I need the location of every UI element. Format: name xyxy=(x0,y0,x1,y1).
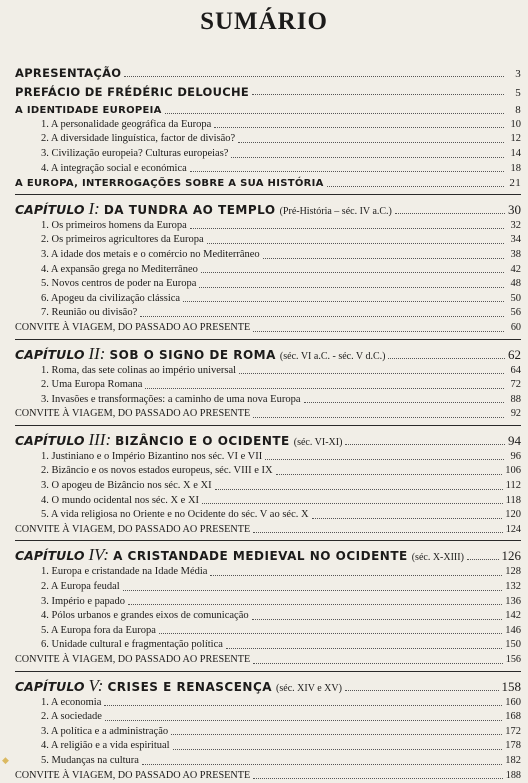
entry-page: 5 xyxy=(515,86,521,99)
leader-dots xyxy=(123,589,503,591)
entry-label: 7. Reunião ou divisão? xyxy=(41,307,138,319)
table-of-contents xyxy=(15,66,521,783)
entry-label: 2. Uma Europa Romana xyxy=(41,379,143,391)
toc-subentry[interactable] xyxy=(15,292,521,307)
entry-label: 1. Roma, das sete colinas ao império universal xyxy=(41,364,237,376)
page-title: SUMÁRIO xyxy=(200,8,328,35)
entry-label: 3. Império e papado xyxy=(41,595,125,607)
chapter-word: CAPÍTULO xyxy=(15,346,85,362)
leader-dots xyxy=(124,75,504,77)
entry-label: 3. Invasões e transformações: a caminho de uma nova Europa xyxy=(41,393,301,405)
entry-page: 42 xyxy=(510,263,521,275)
entry-page: 128 xyxy=(505,566,521,578)
leader-dots xyxy=(253,531,503,533)
toc-subentry[interactable] xyxy=(15,638,521,653)
chapter-word: CAPÍTULO xyxy=(15,201,85,217)
leader-dots xyxy=(173,748,503,750)
entry-page: 142 xyxy=(505,610,521,622)
leader-dots xyxy=(199,286,504,288)
entry-page: 64 xyxy=(510,364,521,376)
leader-dots xyxy=(231,156,504,158)
entry-page: 120 xyxy=(505,509,521,521)
chapter-page: 62 xyxy=(508,346,521,362)
leader-dots xyxy=(201,271,504,273)
leader-dots xyxy=(253,662,503,664)
entry-label: 2. A sociedade xyxy=(41,711,102,723)
toc-subentry[interactable] xyxy=(15,739,521,754)
entry-label: 1. Os primeiros homens da Europa xyxy=(41,219,187,231)
entry-label: 3. Civilização europeia? Culturas europeias? xyxy=(41,147,229,159)
toc-subentry[interactable] xyxy=(15,725,521,740)
toc-entry-identidade[interactable] xyxy=(15,103,521,118)
chapter-page: 30 xyxy=(508,201,521,217)
entry-label: 3. O apogeu de Bizâncio nos séc. X e XI xyxy=(41,480,212,492)
toc-entry-apresentacao[interactable] xyxy=(15,66,521,81)
entry-label: 3. A idade dos metais e o comércio no Mediterrâneo xyxy=(41,248,260,260)
chapter-word: CAPÍTULO xyxy=(15,548,85,564)
leader-dots xyxy=(207,242,504,244)
entry-label: APRESENTAÇÃO xyxy=(15,66,122,80)
entry-label: CONVITE À VIAGEM, DO PASSADO AO PRESENTE xyxy=(15,654,251,665)
entry-label: 2. Bizâncio e os novos estados europeus, séc. VIII e IX xyxy=(41,465,273,477)
toc-subentry[interactable] xyxy=(15,710,521,725)
entry-page: 156 xyxy=(505,654,521,665)
entry-page: 8 xyxy=(515,104,521,117)
entry-page: 14 xyxy=(510,147,521,159)
entry-page: 168 xyxy=(505,711,521,723)
leader-dots xyxy=(467,558,499,560)
chapter-number: I: xyxy=(88,198,100,218)
entry-page: 92 xyxy=(510,408,521,420)
chapter-heading[interactable] xyxy=(15,343,521,364)
toc-subentry[interactable] xyxy=(15,118,521,133)
chapter-period: (Pré-História – séc. IV a.C.) xyxy=(279,205,392,217)
entry-page: 21 xyxy=(509,177,521,190)
entry-label: A IDENTIDADE EUROPEIA xyxy=(15,105,162,117)
chapter-divider xyxy=(15,540,521,541)
toc-subentry[interactable] xyxy=(15,624,521,639)
leader-dots xyxy=(171,733,502,735)
entry-label: A EUROPA, INTERROGAÇÕES SOBRE A SUA HISTÓRIA xyxy=(15,178,324,190)
entry-label: 5. A vida religiosa no Oriente e no Ocidente do séc. V ao séc. X xyxy=(41,509,309,521)
toc-subentry[interactable] xyxy=(15,147,521,162)
chapter-heading[interactable] xyxy=(15,544,521,565)
entry-label: CONVITE À VIAGEM, DO PASSADO AO PRESENTE xyxy=(15,321,251,333)
chapter-divider xyxy=(15,339,521,340)
chapters-list xyxy=(15,194,521,783)
leader-dots xyxy=(276,473,503,475)
leader-dots xyxy=(105,719,502,721)
leader-dots xyxy=(214,126,504,128)
entry-page: 10 xyxy=(510,118,521,130)
toc-subentry[interactable] xyxy=(15,263,521,278)
chapter-number: II: xyxy=(88,343,106,363)
entry-page: 118 xyxy=(505,494,521,506)
toc-entry-convite[interactable] xyxy=(15,407,521,422)
chapter-period: (séc. XIV e XV) xyxy=(276,682,342,694)
leader-dots xyxy=(190,170,504,172)
toc-subentry[interactable] xyxy=(15,609,521,624)
entry-label: 4. A expansão grega no Mediterrâneo xyxy=(41,263,198,275)
toc-subentry[interactable] xyxy=(15,595,521,610)
chapter-period: (séc. X-XIII) xyxy=(411,552,464,564)
entry-page: 3 xyxy=(515,68,521,80)
toc-entry-convite[interactable] xyxy=(15,769,521,783)
toc-subentry[interactable] xyxy=(15,754,521,769)
leader-dots xyxy=(345,443,505,445)
entry-label: 4. A integração social e económica xyxy=(41,162,187,174)
entry-page: 136 xyxy=(505,595,521,607)
leader-dots xyxy=(304,401,505,403)
toc-subentry[interactable] xyxy=(15,219,521,234)
leader-dots xyxy=(104,704,502,706)
entry-page: 38 xyxy=(510,248,521,260)
toc-subentry[interactable] xyxy=(15,233,521,248)
entry-label: 2. A Europa feudal xyxy=(41,581,120,593)
entry-label: 1. A personalidade geográfica da Europa xyxy=(41,118,212,130)
entry-page: 88 xyxy=(510,393,521,405)
leader-dots xyxy=(145,387,504,389)
leader-dots xyxy=(238,141,504,143)
leader-dots xyxy=(202,502,503,504)
toc-subentry[interactable] xyxy=(15,162,521,177)
entry-label: CONVITE À VIAGEM, DO PASSADO AO PRESENTE xyxy=(15,523,251,535)
toc-entry-convite[interactable] xyxy=(15,321,521,336)
entry-label: 4. Pólos urbanos e grandes eixos de comunicação xyxy=(41,610,249,622)
entry-label: 6. Unidade cultural e fragmentação política xyxy=(41,639,223,651)
entry-label: 2. A diversidade linguística, factor de divisão? xyxy=(41,133,236,145)
toc-subentry[interactable] xyxy=(15,393,521,408)
leader-dots xyxy=(253,416,504,418)
entry-page: 18 xyxy=(510,162,521,174)
toc-entry-interrogacoes[interactable] xyxy=(15,176,521,191)
entry-label: 2. Os primeiros agricultores da Europa xyxy=(41,234,204,246)
toc-subentry[interactable] xyxy=(15,132,521,147)
entry-label: 5. Novos centros de poder na Europa xyxy=(41,278,197,290)
entry-label: 5. A Europa fora da Europa xyxy=(41,624,156,636)
entry-label: PREFÁCIO DE FRÉDÉRIC DELOUCHE xyxy=(15,84,250,99)
entry-label: 1. Justiniano e o Império Bizantino nos séc. VI e VII xyxy=(41,450,263,462)
entry-label: 1. A economia xyxy=(41,696,102,708)
chapter-page: 158 xyxy=(501,678,521,694)
entry-page: 188 xyxy=(505,769,521,781)
entry-page: 182 xyxy=(505,754,521,766)
chapter-number: IV: xyxy=(88,545,110,565)
entry-page: 72 xyxy=(510,379,521,391)
entry-label: 1. Europa e cristandade na Idade Média xyxy=(41,566,208,578)
entry-label: CONVITE À VIAGEM, DO PASSADO AO PRESENTE xyxy=(15,769,251,781)
leader-dots xyxy=(263,257,504,259)
toc-subentry[interactable] xyxy=(15,364,521,379)
leader-dots xyxy=(190,227,504,229)
entry-label: 4. A religião e a vida espiritual xyxy=(41,740,170,752)
toc-subentry[interactable] xyxy=(15,450,521,465)
toc-subentry[interactable] xyxy=(15,580,521,595)
entry-page: 132 xyxy=(505,581,521,593)
leader-dots xyxy=(265,458,504,460)
chapter-period: (séc. VI-XI) xyxy=(293,436,343,448)
chapter-title: CRISES E RENASCENÇA xyxy=(107,679,273,694)
toc-subentry[interactable] xyxy=(15,306,521,321)
entry-label: CONVITE À VIAGEM, DO PASSADO AO PRESENTE xyxy=(15,408,251,420)
chapter-number: V: xyxy=(88,675,104,695)
entry-page: 106 xyxy=(505,465,521,477)
leader-dots xyxy=(388,357,505,359)
leader-dots xyxy=(253,330,504,332)
chapter-heading[interactable] xyxy=(15,429,521,450)
leader-dots xyxy=(345,689,499,691)
entry-page: 50 xyxy=(510,292,521,304)
chapter-divider xyxy=(15,194,521,195)
chapter-page: 94 xyxy=(508,432,521,448)
entry-page: 112 xyxy=(505,480,521,492)
entry-page: 60 xyxy=(510,321,521,333)
toc-subentry[interactable] xyxy=(15,508,521,523)
toc-subentry[interactable] xyxy=(15,378,521,393)
entry-label: 4. O mundo ocidental nos séc. X e XI xyxy=(41,494,200,506)
entry-page: 150 xyxy=(505,639,521,651)
watermark-stamp: ◆ xyxy=(2,756,9,766)
toc-entry-prefacio[interactable] xyxy=(15,85,521,100)
leader-dots xyxy=(210,574,502,576)
toc-subentry[interactable] xyxy=(15,696,521,711)
toc-subentry[interactable] xyxy=(15,277,521,292)
toc-entry-convite[interactable] xyxy=(15,653,521,668)
entry-page: 56 xyxy=(510,307,521,319)
leader-dots xyxy=(253,777,503,779)
chapter-word: CAPÍTULO xyxy=(15,432,85,448)
leader-dots xyxy=(252,618,503,620)
toc-subentry[interactable] xyxy=(15,494,521,509)
entry-label: 6. Apogeu da civilização clássica xyxy=(41,292,181,304)
entry-page: 178 xyxy=(505,740,521,752)
leader-dots xyxy=(252,93,504,95)
toc-entry-convite[interactable] xyxy=(15,523,521,538)
toc-subentry[interactable] xyxy=(15,479,521,494)
entry-page: 12 xyxy=(510,133,521,145)
leader-dots xyxy=(226,647,502,649)
entry-page: 32 xyxy=(510,219,521,231)
chapter-title: DA TUNDRA AO TEMPLO xyxy=(103,202,276,217)
entry-label: 3. A política e a administração xyxy=(41,725,169,737)
chapter-heading[interactable] xyxy=(15,675,521,696)
chapter-title: A CRISTANDADE MEDIEVAL NO OCIDENTE xyxy=(113,549,408,564)
chapter-word: CAPÍTULO xyxy=(15,678,85,694)
chapter-title: BIZÂNCIO E O OCIDENTE xyxy=(115,433,290,448)
entry-page: 48 xyxy=(510,278,521,290)
leader-dots xyxy=(239,372,504,374)
leader-dots xyxy=(128,603,502,605)
leader-dots xyxy=(159,632,502,634)
entry-page: 146 xyxy=(505,624,521,636)
entry-page: 96 xyxy=(510,450,521,462)
chapter-period: (séc. VI a.C. - séc. V d.C.) xyxy=(279,350,386,362)
leader-dots xyxy=(215,488,503,490)
leader-dots xyxy=(142,763,502,765)
leader-dots xyxy=(183,300,504,302)
entry-label: 5. Mudanças na cultura xyxy=(41,754,139,766)
leader-dots xyxy=(140,315,504,317)
entry-page: 124 xyxy=(505,523,521,535)
chapter-heading[interactable] xyxy=(15,198,521,219)
toc-subentry[interactable] xyxy=(15,464,521,479)
leader-dots xyxy=(312,517,503,519)
toc-subentry[interactable] xyxy=(15,248,521,263)
chapter-divider xyxy=(15,425,521,426)
chapter-number: III: xyxy=(88,429,112,449)
chapter-divider xyxy=(15,671,521,672)
entry-page: 160 xyxy=(505,696,521,708)
leader-dots xyxy=(395,212,505,214)
leader-dots xyxy=(327,185,504,187)
entry-page: 34 xyxy=(510,234,521,246)
leader-dots xyxy=(165,112,504,114)
chapter-page: 126 xyxy=(501,548,521,564)
entry-page: 172 xyxy=(505,725,521,737)
chapter-title: SOB O SIGNO DE ROMA xyxy=(109,347,276,362)
